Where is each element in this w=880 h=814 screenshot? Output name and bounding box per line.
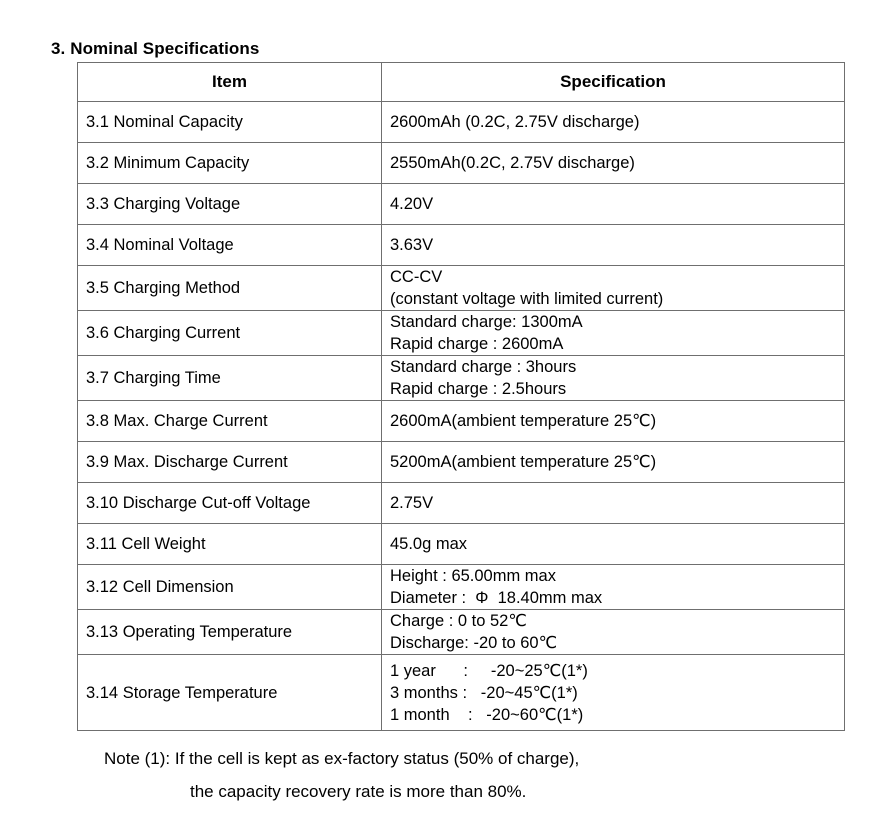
table-row <box>78 565 845 610</box>
item-cell: 3.2 Minimum Capacity <box>78 143 382 184</box>
spec-cell <box>382 102 845 143</box>
spec-line: Diameter : Φ 18.40mm max <box>390 589 603 607</box>
item-cell: 3.3 Charging Voltage <box>78 184 382 225</box>
spec-line: CC-CV <box>390 268 443 286</box>
item-cell: 3.7 Charging Time <box>78 356 382 401</box>
spec-line: 1 month : -20~60℃(1*) <box>390 705 584 724</box>
table-row <box>78 311 845 356</box>
note-line-2: the capacity recovery rate is more than 80%. <box>190 782 527 801</box>
table-row <box>78 401 845 442</box>
note-line-1: Note (1): If the cell is kept as ex-factory status (50% of charge), <box>104 749 580 768</box>
spec-line: Rapid charge : 2.5hours <box>390 380 567 398</box>
item-cell: 3.11 Cell Weight <box>78 524 382 565</box>
spec-cell <box>382 266 845 311</box>
spec-cell <box>382 356 845 401</box>
spec-line: 2550mAh(0.2C, 2.75V discharge) <box>390 154 635 172</box>
spec-cell <box>382 184 845 225</box>
spec-cell <box>382 524 845 565</box>
table-row <box>78 184 845 225</box>
header-item: Item <box>78 63 382 102</box>
table-row <box>78 266 845 311</box>
spec-line: 2.75V <box>390 494 434 512</box>
spec-line: 5200mA(ambient temperature 25℃) <box>390 453 657 471</box>
spec-cell <box>382 401 845 442</box>
item-cell: 3.10 Discharge Cut-off Voltage <box>78 483 382 524</box>
spec-line: 4.20V <box>390 195 434 213</box>
table-header-row <box>78 63 845 102</box>
spec-line: Standard charge : 3hours <box>390 358 577 376</box>
table-row <box>78 610 845 655</box>
table-row <box>78 225 845 266</box>
spec-line: 2600mA(ambient temperature 25℃) <box>390 412 657 430</box>
spec-line: 45.0g max <box>390 535 468 553</box>
spec-cell <box>382 610 845 655</box>
item-cell: 3.6 Charging Current <box>78 311 382 356</box>
table-row <box>78 483 845 524</box>
header-specification: Specification <box>382 63 845 102</box>
spec-cell <box>382 225 845 266</box>
item-cell: 3.9 Max. Discharge Current <box>78 442 382 483</box>
item-cell: 3.13 Operating Temperature <box>78 610 382 655</box>
spec-line: 3.63V <box>390 236 434 254</box>
spec-cell <box>382 655 845 731</box>
spec-line: Height : 65.00mm max <box>390 567 556 585</box>
spec-line: (constant voltage with limited current) <box>390 290 664 308</box>
table-row <box>78 442 845 483</box>
spec-cell <box>382 565 845 610</box>
specifications-table <box>77 62 845 731</box>
item-cell: 3.1 Nominal Capacity <box>78 102 382 143</box>
item-cell: 3.5 Charging Method <box>78 266 382 311</box>
spec-cell <box>382 143 845 184</box>
spec-line: 2600mAh (0.2C, 2.75V discharge) <box>390 113 640 131</box>
spec-line: 1 year : -20~25℃(1*) <box>390 661 588 680</box>
table-row <box>78 655 845 731</box>
spec-cell <box>382 483 845 524</box>
spec-line: 3 months : -20~45℃(1*) <box>390 683 578 702</box>
spec-line: Standard charge: 1300mA <box>390 313 583 331</box>
item-cell: 3.8 Max. Charge Current <box>78 401 382 442</box>
spec-cell <box>382 311 845 356</box>
table-row <box>78 356 845 401</box>
table-row <box>78 102 845 143</box>
table-row <box>78 524 845 565</box>
table-row <box>78 143 845 184</box>
spec-cell <box>382 442 845 483</box>
item-cell: 3.14 Storage Temperature <box>78 655 382 731</box>
spec-line: Rapid charge : 2600mA <box>390 335 564 353</box>
spec-line: Discharge: -20 to 60℃ <box>390 634 558 652</box>
item-cell: 3.12 Cell Dimension <box>78 565 382 610</box>
section-title: 3. Nominal Specifications <box>51 39 260 58</box>
spec-line: Charge : 0 to 52℃ <box>390 612 527 630</box>
item-cell: 3.4 Nominal Voltage <box>78 225 382 266</box>
